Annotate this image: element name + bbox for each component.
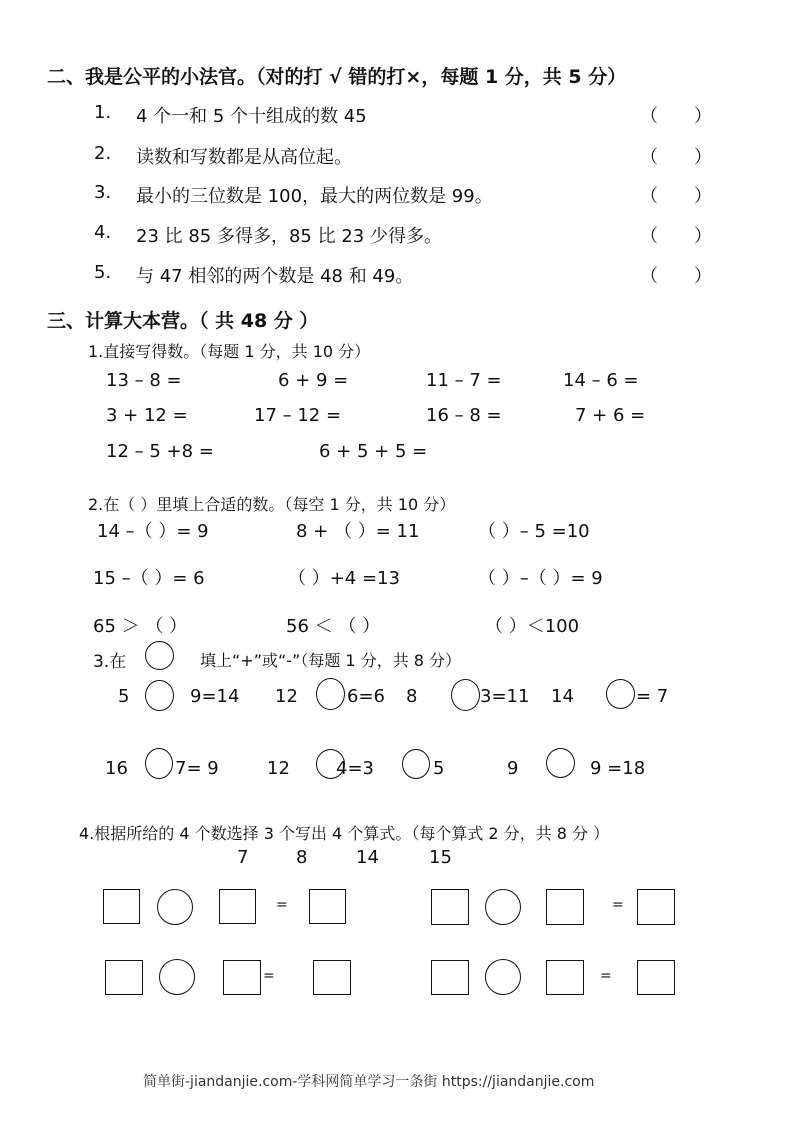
q3-r1-blank-1[interactable]	[145, 680, 174, 711]
q1-expr-9: 12 – 5 +8 =	[106, 441, 214, 462]
q4-number-1: 7	[237, 847, 249, 868]
q3-r1-blank-2[interactable]	[316, 678, 345, 710]
q2-row1-item1[interactable]: 14 –（ ）= 9	[97, 521, 209, 542]
q4-eq2-box-1[interactable]	[431, 889, 469, 925]
q2-row1-item2[interactable]: 8 + （ ）= 11	[296, 521, 420, 542]
q4-eq3-operator-circle[interactable]	[159, 959, 195, 995]
q3-title-circle-icon	[145, 641, 174, 670]
judge-item-3-answer[interactable]: （ ）	[640, 186, 712, 207]
judge-item-4-number: 4.	[94, 222, 112, 243]
q4-title: 4.根据所给的 4 个数选择 3 个写出 4 个算式。（每个算式 2 分，共 8 分 ）	[79, 824, 610, 843]
q4-eq4-equals: =	[600, 968, 612, 984]
judge-item-1-answer[interactable]: （ ）	[640, 106, 712, 127]
q1-expr-8: 7 + 6 =	[575, 405, 646, 426]
q3-r1-left-1: 5	[118, 686, 130, 707]
q2-row2-item3[interactable]: （ ）–（ ）= 9	[478, 568, 603, 589]
q4-number-2: 8	[296, 847, 308, 868]
q4-eq2-box-2[interactable]	[546, 889, 584, 925]
judge-item-5-answer[interactable]: （ ）	[640, 266, 712, 287]
judge-item-2-answer[interactable]: （ ）	[640, 147, 712, 168]
judge-item-5-number: 5.	[94, 262, 112, 283]
q4-eq2-operator-circle[interactable]	[485, 889, 521, 925]
q2-row3-item3[interactable]: （ ）＜100	[485, 616, 580, 637]
judge-item-2-number: 2.	[94, 143, 112, 164]
judge-item-1-number: 1.	[94, 102, 112, 123]
judge-item-4-text: 23 比 85 多得多，85 比 23 少得多。	[136, 226, 442, 247]
judge-item-4-answer[interactable]: （ ）	[640, 226, 712, 247]
footer-watermark: 简单街-jiandanjie.com-学科网简单学习一条街 https://jiandanjie.com	[143, 1074, 595, 1090]
judge-item-2-text: 读数和写数都是从高位起。	[136, 147, 352, 168]
judge-item-1-text: 4 个一和 5 个十组成的数 45	[136, 106, 367, 127]
q3-r1-right-1: 9=14	[190, 686, 240, 707]
q4-eq4-operator-circle[interactable]	[485, 959, 521, 995]
q3-r2-right-3: 5	[433, 758, 445, 779]
q1-expr-3: 11 – 7 =	[426, 370, 502, 391]
q4-eq1-equals: =	[276, 897, 288, 913]
q4-eq2-equals: =	[612, 897, 624, 913]
q2-row3-item1[interactable]: 65 ＞ （ ）	[93, 616, 188, 637]
judge-item-3-number: 3.	[94, 182, 112, 203]
q2-row1-item3[interactable]: （ ）– 5 =10	[478, 521, 590, 542]
q4-eq2-result-box[interactable]	[637, 889, 675, 925]
q3-r1-left-4: 14	[551, 686, 574, 707]
q3-r2-blank-1[interactable]	[145, 748, 173, 779]
section-2-heading: 二、我是公平的小法官。（对的打 √ 错的打×，每题 1 分，共 5 分）	[47, 66, 627, 88]
q3-r2-right-2: 4=3	[336, 758, 374, 779]
q1-expr-1: 13 – 8 =	[106, 370, 182, 391]
q2-row2-item1[interactable]: 15 –（ ）= 6	[93, 568, 205, 589]
q4-number-4: 15	[429, 847, 452, 868]
q1-expr-6: 17 – 12 =	[254, 405, 342, 426]
q3-r1-right-3: 3=11	[480, 686, 530, 707]
q4-eq3-box-1[interactable]	[105, 960, 143, 995]
q4-eq3-result-box[interactable]	[313, 960, 351, 995]
q4-eq1-operator-circle[interactable]	[157, 889, 193, 925]
q4-number-3: 14	[356, 847, 379, 868]
q3-title-prefix: 3.在	[93, 652, 127, 672]
q4-eq3-box-2[interactable]	[223, 960, 261, 995]
q4-eq1-result-box[interactable]	[309, 889, 346, 924]
q3-r2-right-1: 7= 9	[175, 758, 219, 779]
q4-eq1-box-2[interactable]	[219, 889, 256, 924]
q3-r1-left-3: 8	[406, 686, 418, 707]
q1-expr-4: 14 – 6 =	[563, 370, 639, 391]
q1-title: 1.直接写得数。（每题 1 分，共 10 分）	[88, 342, 371, 361]
q3-r1-right-2: 6=6	[347, 686, 385, 707]
q3-r2-left-2: 12	[267, 758, 290, 779]
q3-title-text: 填上“+”或“-”（每题 1 分，共 8 分）	[200, 651, 462, 670]
q4-eq4-box-1[interactable]	[431, 960, 469, 995]
q3-r1-left-2: 12	[275, 686, 298, 707]
q4-eq1-box-1[interactable]	[103, 889, 140, 924]
judge-item-3-text: 最小的三位数是 100，最大的两位数是 99。	[136, 186, 493, 207]
q3-r1-blank-4[interactable]	[606, 679, 635, 709]
section-3-heading: 三、计算大本营。（ 共 48 分 ）	[47, 310, 319, 332]
q1-expr-5: 3 + 12 =	[106, 405, 188, 426]
q2-row3-item2[interactable]: 56 ＜ （ ）	[286, 616, 381, 637]
judge-item-5-text: 与 47 相邻的两个数是 48 和 49。	[136, 266, 414, 287]
q3-r2-blank-4[interactable]	[546, 748, 575, 778]
q4-eq3-equals: =	[263, 968, 275, 984]
q2-row2-item2[interactable]: （ ）+4 =13	[288, 568, 400, 589]
q2-title: 2.在（ ）里填上合适的数。（每空 1 分，共 10 分）	[88, 495, 456, 514]
q1-expr-7: 16 – 8 =	[426, 405, 502, 426]
q1-expr-2: 6 + 9 =	[278, 370, 349, 391]
q3-r2-right-4: 9 =18	[590, 758, 646, 779]
q1-expr-10: 6 + 5 + 5 =	[319, 441, 428, 462]
q3-r2-left-4: 9	[507, 758, 519, 779]
q4-eq4-result-box[interactable]	[637, 960, 675, 995]
q4-eq4-box-2[interactable]	[546, 960, 584, 995]
q3-r1-blank-3[interactable]	[451, 679, 480, 711]
q3-r1-right-4: = 7	[636, 686, 669, 707]
q3-r2-left-1: 16	[105, 758, 128, 779]
q3-r2-blank-3[interactable]	[402, 749, 430, 779]
